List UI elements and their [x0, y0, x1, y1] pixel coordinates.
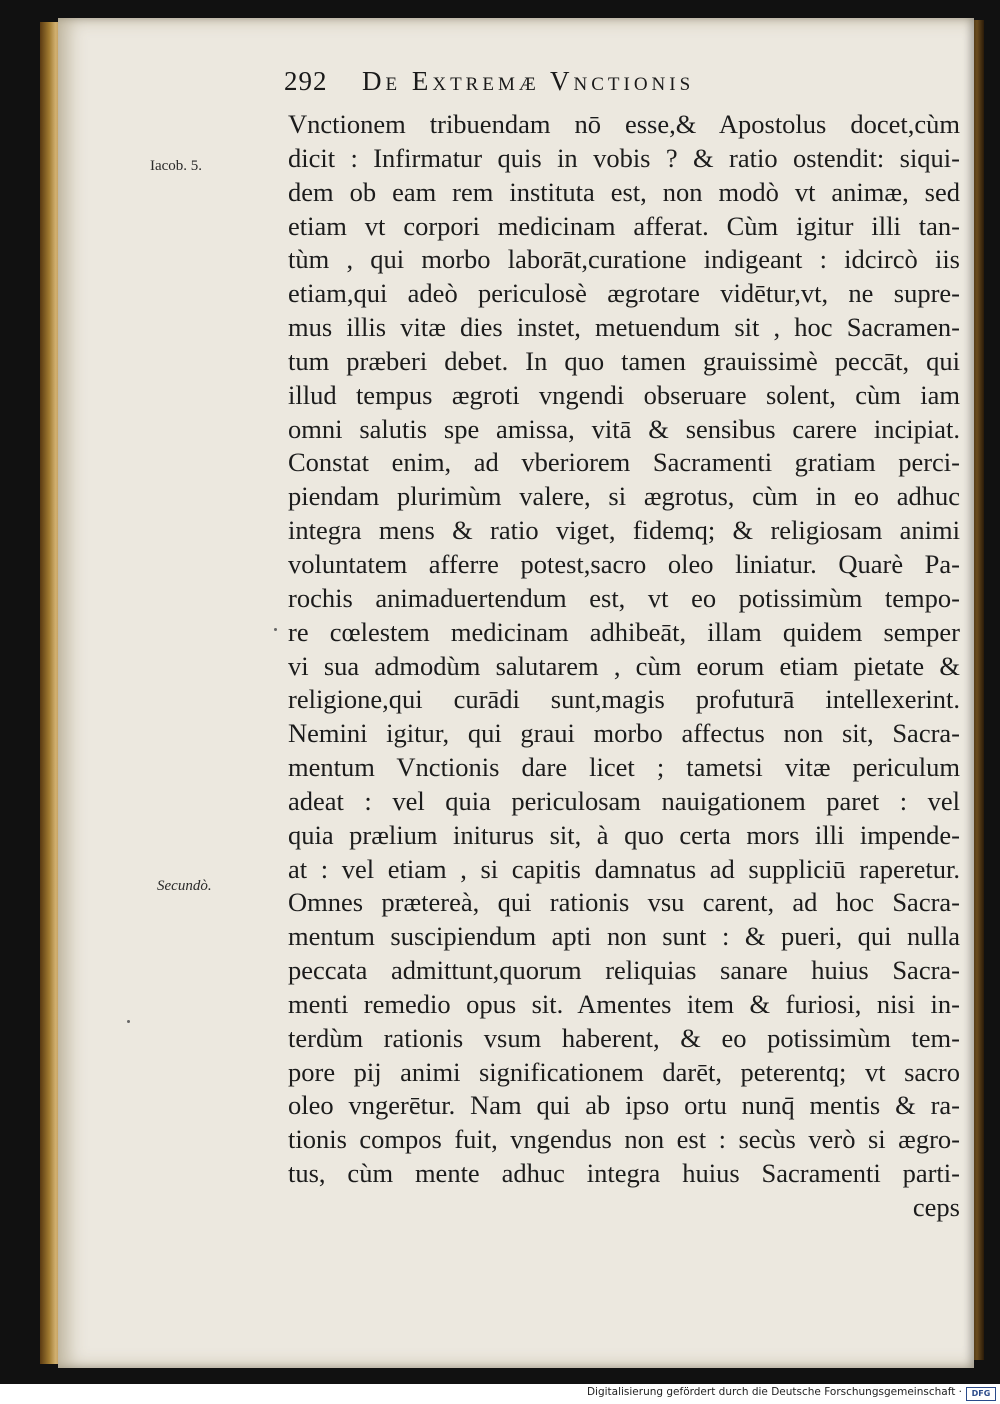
- text-line: pore pij animi significationem darēt, peterentq; vt sacro: [288, 1056, 960, 1087]
- text-line: omni salutis spe amissa, vitā & sensibus carere incipiat.: [288, 413, 960, 444]
- running-head: [284, 66, 964, 106]
- text-line: tùm , qui morbo laborāt,curatione indigeant : idcircò iis: [288, 244, 960, 275]
- text-line: tum præberi debet. In quo tamen grauissimè peccāt, qui: [288, 345, 960, 376]
- dfg-logo: DFG: [966, 1387, 996, 1401]
- text-line: mentum suscipiendum apti non sunt : & pueri, qui nulla: [288, 921, 960, 952]
- text-line: ceps: [912, 1192, 960, 1222]
- text-line: re cœlestem medicinam adhibeāt, illam quidem semper: [288, 616, 960, 647]
- digitization-credit: Digitalisierung gefördert durch die Deutsche Forschungsgemeinschaft ·: [586, 1386, 962, 1398]
- text-line: piendam plurimùm valere, si ægrotus, cùm in eo adhuc: [288, 481, 960, 512]
- text-line: adeat : vel quia periculosam nauigationem paret : vel: [288, 785, 960, 816]
- text-line: illud tempus ægroti vngendi obseruare solent, cùm iam: [288, 379, 960, 410]
- text-line: etiam vt corpori medicinam afferat. Cùm igitur illi tan-: [288, 210, 960, 241]
- text-line: religione,qui curādi sunt,magis profuturā intellexerint.: [288, 684, 960, 715]
- text-line: voluntatem afferre potest,sacro oleo liniatur. Quarè Pa-: [288, 548, 960, 579]
- margin-note-reference: Iacob. 5.: [150, 158, 203, 174]
- text-line: at : vel etiam , si capitis damnatus ad suppliciū raperetur.: [288, 853, 960, 884]
- text-line: Constat enim, ad vberiorem Sacramenti gratiam perci-: [288, 447, 960, 478]
- margin-note-secundo: Secundò.: [157, 878, 212, 894]
- text-line: tionis compos fuit, vngendus non est : secùs verò si ægro-: [288, 1124, 960, 1155]
- text-line: mus illis vitæ dies instet, metuendum sit , hoc Sacramen-: [288, 312, 960, 343]
- body-text: [288, 108, 960, 1225]
- text-line: terdùm rationis vsum haberent, & eo potissimùm tem-: [288, 1022, 960, 1053]
- text-line: Nemini igitur, qui graui morbo affectus non sit, Sacra-: [288, 718, 960, 749]
- text-line: vi sua admodùm salutarem , cùm eorum etiam pietate &: [288, 650, 960, 681]
- running-title: De Extremæ Vnctionis: [362, 66, 695, 96]
- text-line: mentum Vnctionis dare licet ; tametsi vitæ periculum: [288, 752, 960, 783]
- text-line: Vnctionem tribuendam nō esse,& Apostolus docet,cùm: [288, 109, 960, 139]
- text-line: tus, cùm mente adhuc integra huius Sacramenti parti-: [288, 1158, 960, 1189]
- text-line: menti remedio opus sit. Amentes item & furiosi, nisi in-: [288, 988, 960, 1019]
- text-line: dicit : Infirmatur quis in vobis ? & ratio ostendit: siqui-: [288, 142, 960, 173]
- text-line: quia prælium initurus sit, à quo certa mors illi impende-: [288, 819, 960, 850]
- margin-dot: [127, 1020, 130, 1023]
- text-line: integra mens & ratio viget, fidemq; & religiosam animi: [288, 515, 960, 546]
- text-line: etiam,qui adeò periculosè ægrotare vidētur,vt, ne supre-: [288, 278, 960, 309]
- text-line: Omnes prætereà, qui rationis vsu carent, ad hoc Sacra-: [288, 887, 960, 918]
- text-line: dem ob eam rem instituta est, non modò vt animæ, sed: [288, 176, 960, 207]
- text-line: peccata admittunt,quorum reliquias sanare huius Sacra-: [288, 955, 960, 986]
- text-line: oleo vngerētur. Nam qui ab ipso ortu nunq̄ mentis & ra-: [288, 1090, 960, 1121]
- margin-dot: [274, 628, 277, 631]
- page-number: 292: [284, 66, 328, 96]
- text-line: rochis animaduertendum est, vt eo potissimùm tempo-: [288, 582, 960, 613]
